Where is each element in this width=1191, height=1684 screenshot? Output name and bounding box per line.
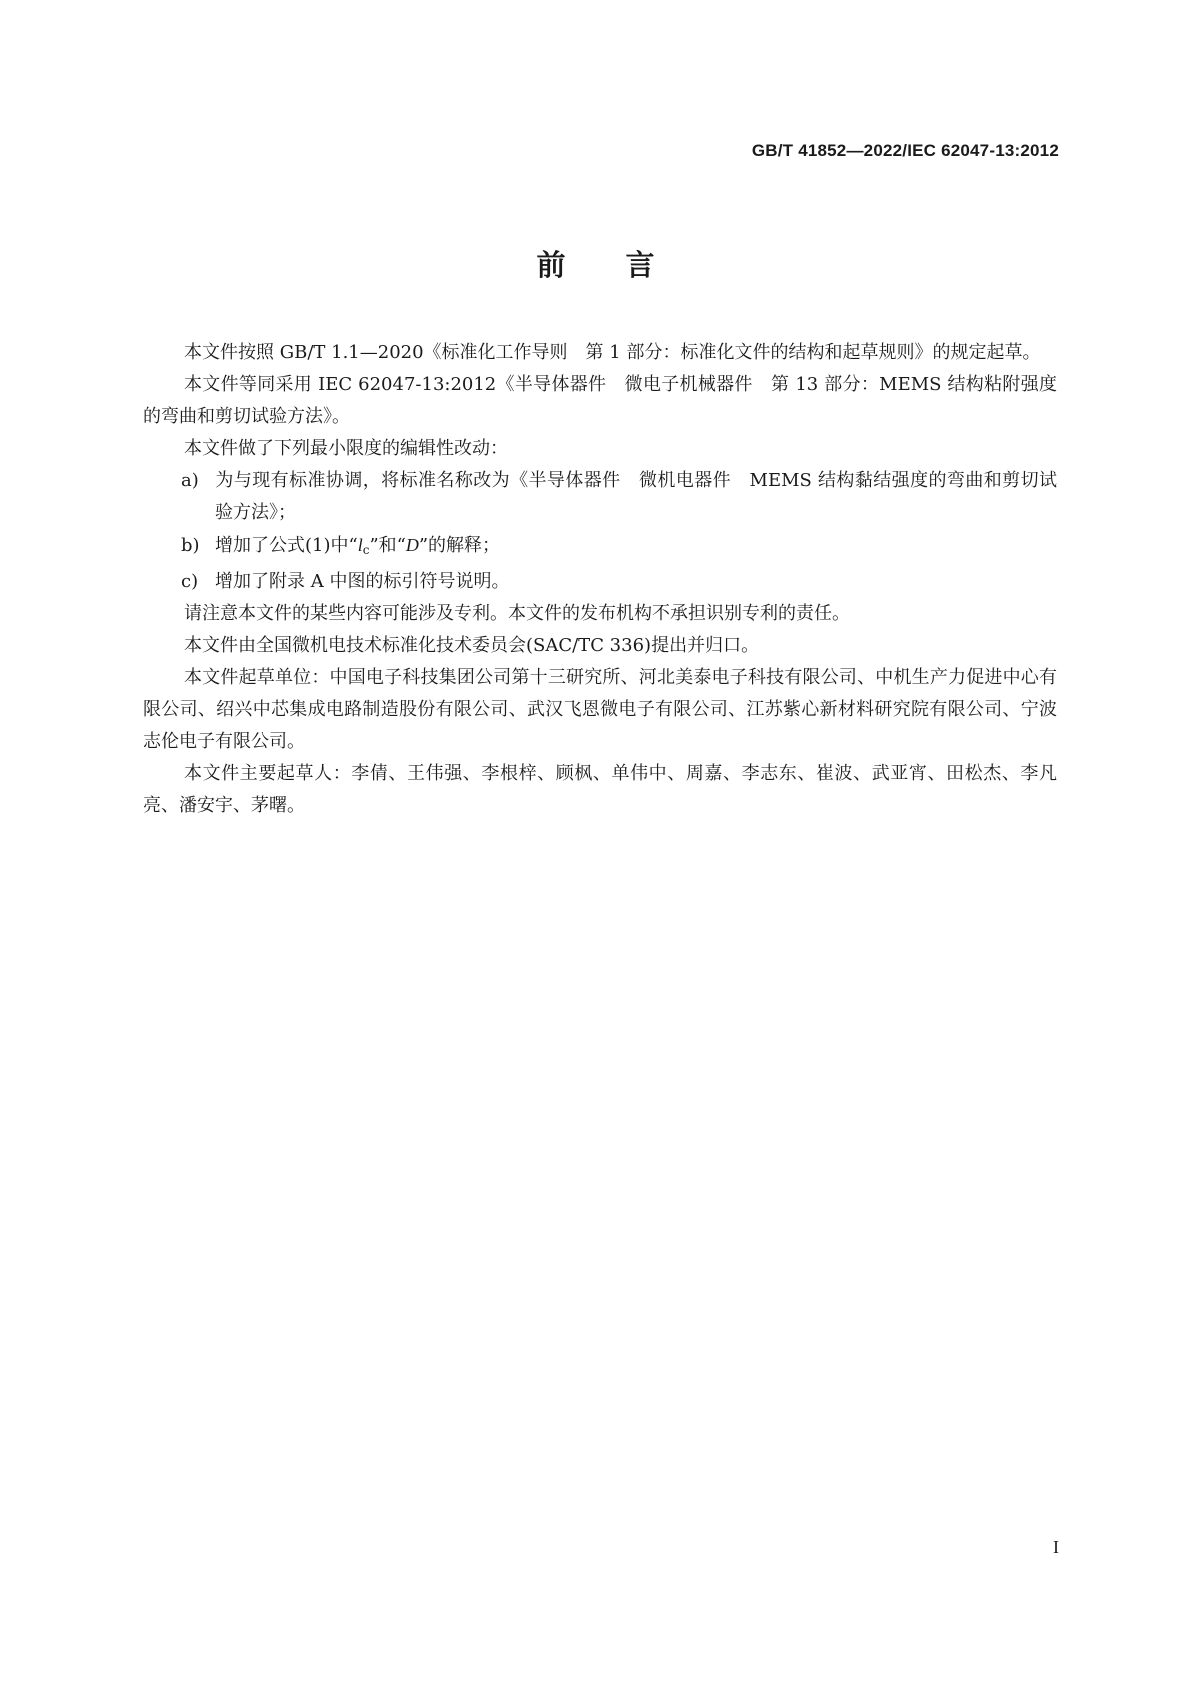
list-item-a (143, 465, 1057, 529)
list-marker-a: a) (181, 470, 199, 491)
paragraph-drafting-rule: 本文件按照 GB/T 1.1—2020《标准化工作导则 第 1 部分：标准化文件的结构和起草规则》的规定起草。 (184, 342, 1041, 363)
list-item-b (143, 529, 1057, 566)
paragraph-drafting-units: 本文件起草单位：中国电子科技集团公司第十三研究所、河北美泰电子科技有限公司、中机生产力促进中心有限公司、绍兴中芯集成电路制造股份有限公司、武汉飞恩微电子有限公司、江苏紫心新材料研究院有限公司、宁波志伦电子有限公司。 (143, 667, 1057, 752)
list-text-b-before: 增加了公式(1)中“ (215, 535, 358, 556)
page-title: 前言 (536, 248, 715, 282)
list-marker-b: b) (181, 535, 200, 556)
paragraph-proposer: 本文件由全国微机电技术标准化技术委员会(SAC/TC 336)提出并归口。 (184, 635, 760, 656)
foreword-body (143, 337, 1057, 822)
paragraph-adoption: 本文件等同采用 IEC 62047-13:2012《半导体器件 微电子机械器件 第 13 部分：MEMS 结构粘附强度的弯曲和剪切试验方法》。 (143, 374, 1057, 427)
page-number: I (1053, 1537, 1059, 1557)
paragraph-drafters: 本文件主要起草人：李倩、王伟强、李根梓、顾枫、单伟中、周嘉、李志东、崔波、武亚宵、田松杰、李凡亮、潘安宇、茅曙。 (143, 763, 1057, 816)
list-marker-c: c) (181, 571, 199, 592)
standard-code: GB/T 41852—2022/IEC 62047-13:2012 (751, 141, 1059, 160)
list-text-b-after: ”的解释； (418, 535, 501, 556)
symbol-d: D (405, 535, 419, 555)
list-text-c: 增加了附录 A 中图的标引符号说明。 (215, 571, 510, 592)
list-text-a: 为与现有标准协调，将标准名称改为《半导体器件 微机电器件 MEMS 结构黏结强度的弯曲和剪切试验方法》； (215, 470, 1057, 523)
symbol-l-subscript: c (362, 543, 370, 557)
list-text-b-middle: ”和“ (369, 535, 406, 556)
paragraph-patent-notice: 请注意本文件的某些内容可能涉及专利。本文件的发布机构不承担识别专利的责任。 (184, 603, 850, 624)
symbol-l: l (357, 535, 363, 555)
paragraph-editorial-changes: 本文件做了下列最小限度的编辑性改动： (184, 438, 508, 459)
list-item-c (143, 566, 1057, 598)
